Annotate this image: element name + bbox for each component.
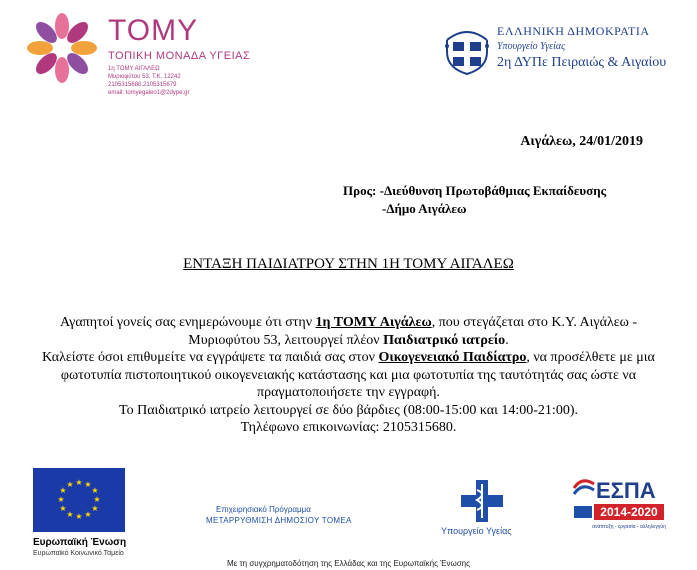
eu-label: Ευρωπαϊκή Ένωση bbox=[33, 537, 127, 548]
eu-fund-label: Ευρωπαϊκό Κοινωνικό Ταμείο bbox=[33, 550, 124, 557]
eu-flag-icon bbox=[33, 468, 125, 532]
republic-title: ΕΛΛΗΝΙΚΗ ΔΗΜΟΚΡΑΤΙΑ bbox=[497, 24, 650, 38]
ministry-of-health-icon bbox=[459, 478, 505, 524]
svg-text:★: ★ bbox=[66, 480, 74, 489]
program-name: ΜΕΤΑΡΡΥΘΜΙΣΗ ΔΗΜΟΣΙΟΥ ΤΟΜΕΑ bbox=[206, 516, 352, 525]
espa-tagline: ανάπτυξη - εργασία - αλληλεγγύη bbox=[592, 524, 666, 530]
svg-text:★: ★ bbox=[59, 504, 67, 513]
svg-text:★: ★ bbox=[91, 504, 99, 513]
tomy-title: TOMY bbox=[108, 14, 199, 47]
body-text-emphasis: Παιδιατρικό ιατρείο bbox=[383, 332, 506, 348]
svg-text:★: ★ bbox=[59, 486, 67, 495]
cofunding-note: Με τη συγχρηματοδότηση της Ελλάδας και της Ευρωπαϊκής Ένωσης bbox=[227, 559, 470, 568]
tomy-flower-logo bbox=[22, 8, 102, 88]
body-text: Αγαπητοί γονείς σας ενημερώνουμε ότι στην bbox=[59, 315, 316, 330]
svg-text:★: ★ bbox=[84, 480, 92, 489]
letter-date: Αιγάλεω, 24/01/2019 bbox=[520, 134, 643, 149]
ministry-name: Υπουργείο Υγείας bbox=[497, 41, 566, 52]
espa-logo bbox=[572, 474, 666, 532]
tomy-subtitle: ΤΟΠΙΚΗ ΜΟΝΑΔΑ ΥΓΕΙΑΣ bbox=[108, 50, 251, 62]
recipient-line: -Δήμο Αιγάλεω bbox=[382, 201, 467, 216]
espa-years: 2014-2020 bbox=[600, 505, 658, 519]
recipient-line: Προς: -Διεύθυνση Πρωτοβάθμιας Εκπαίδευσης bbox=[343, 183, 607, 198]
svg-text:★: ★ bbox=[75, 512, 83, 521]
program-label: Επιχειρησιακό Πρόγραμμα bbox=[216, 505, 311, 514]
svg-text:★: ★ bbox=[84, 510, 92, 519]
svg-text:★: ★ bbox=[66, 510, 74, 519]
tomy-info-line: 2105315680,2105315679 bbox=[108, 82, 177, 88]
greek-emblem-icon bbox=[443, 22, 491, 76]
body-text-emphasis: Οικογενειακό Παιδίατρο bbox=[378, 350, 527, 365]
body-text: Τηλέφωνο επικοινωνίας: 2105315680. bbox=[240, 420, 457, 435]
body-text: . bbox=[505, 332, 509, 348]
body-text: Το Παιδιατρικό ιατρείο λειτουργεί σε δύο βάρδιες (08:00-15:00 και 14:00-21:00). bbox=[119, 402, 578, 418]
body-text: Καλείστε όσοι επιθυμείτε να εγγράψετε τα παιδιά σας στον bbox=[42, 350, 379, 365]
health-region-name: 2η ΔΥΠε Πειραιώς & Αιγαίου bbox=[497, 55, 667, 70]
letter-heading: ΕΝΤΑΞΗ ΠΑΙΔΙΑΤΡΟΥ ΣΤΗΝ 1Η ΤΟΜΥ ΑΙΓΑΛΕΩ bbox=[183, 256, 514, 272]
body-text: , να προσέλθετε με μια φωτοτυπία πιστοποιητικού οικογενειακής κατάστασης και μια φωτοτυπία της ταυτότητάς σας ώστε να πραγματοποιήσετε την εγγραφή. bbox=[60, 350, 655, 400]
espa-swoosh-icon bbox=[574, 481, 594, 494]
body-text: , που στεγάζεται στο Κ.Υ. Αιγάλεω - Μυριοφύτου 53, λειτουργεί πλέον bbox=[188, 315, 637, 348]
svg-text:★: ★ bbox=[57, 495, 65, 504]
svg-text:★: ★ bbox=[93, 495, 101, 504]
svg-text:★: ★ bbox=[91, 486, 99, 495]
body-text-emphasis: 1η ΤΟΜΥ Αιγάλεω bbox=[315, 315, 432, 330]
espa-title: ΕΣΠΑ bbox=[596, 478, 656, 503]
svg-text:★: ★ bbox=[75, 478, 83, 487]
ministry-of-health-label: Υπουργείο Υγείας bbox=[441, 526, 512, 536]
letter-body bbox=[40, 314, 657, 437]
tomy-info-line: 1η ΤΟΜΥ ΑΙΓΑΛΕΩ bbox=[108, 66, 160, 72]
tomy-info-line: Μυριοφύτου 53, Τ.Κ. 12242 bbox=[108, 74, 181, 80]
greek-flag-icon bbox=[574, 506, 592, 518]
tomy-contact-info bbox=[108, 65, 189, 97]
tomy-info-line: email: tomyegaleo1@2dype.gr bbox=[108, 90, 190, 96]
